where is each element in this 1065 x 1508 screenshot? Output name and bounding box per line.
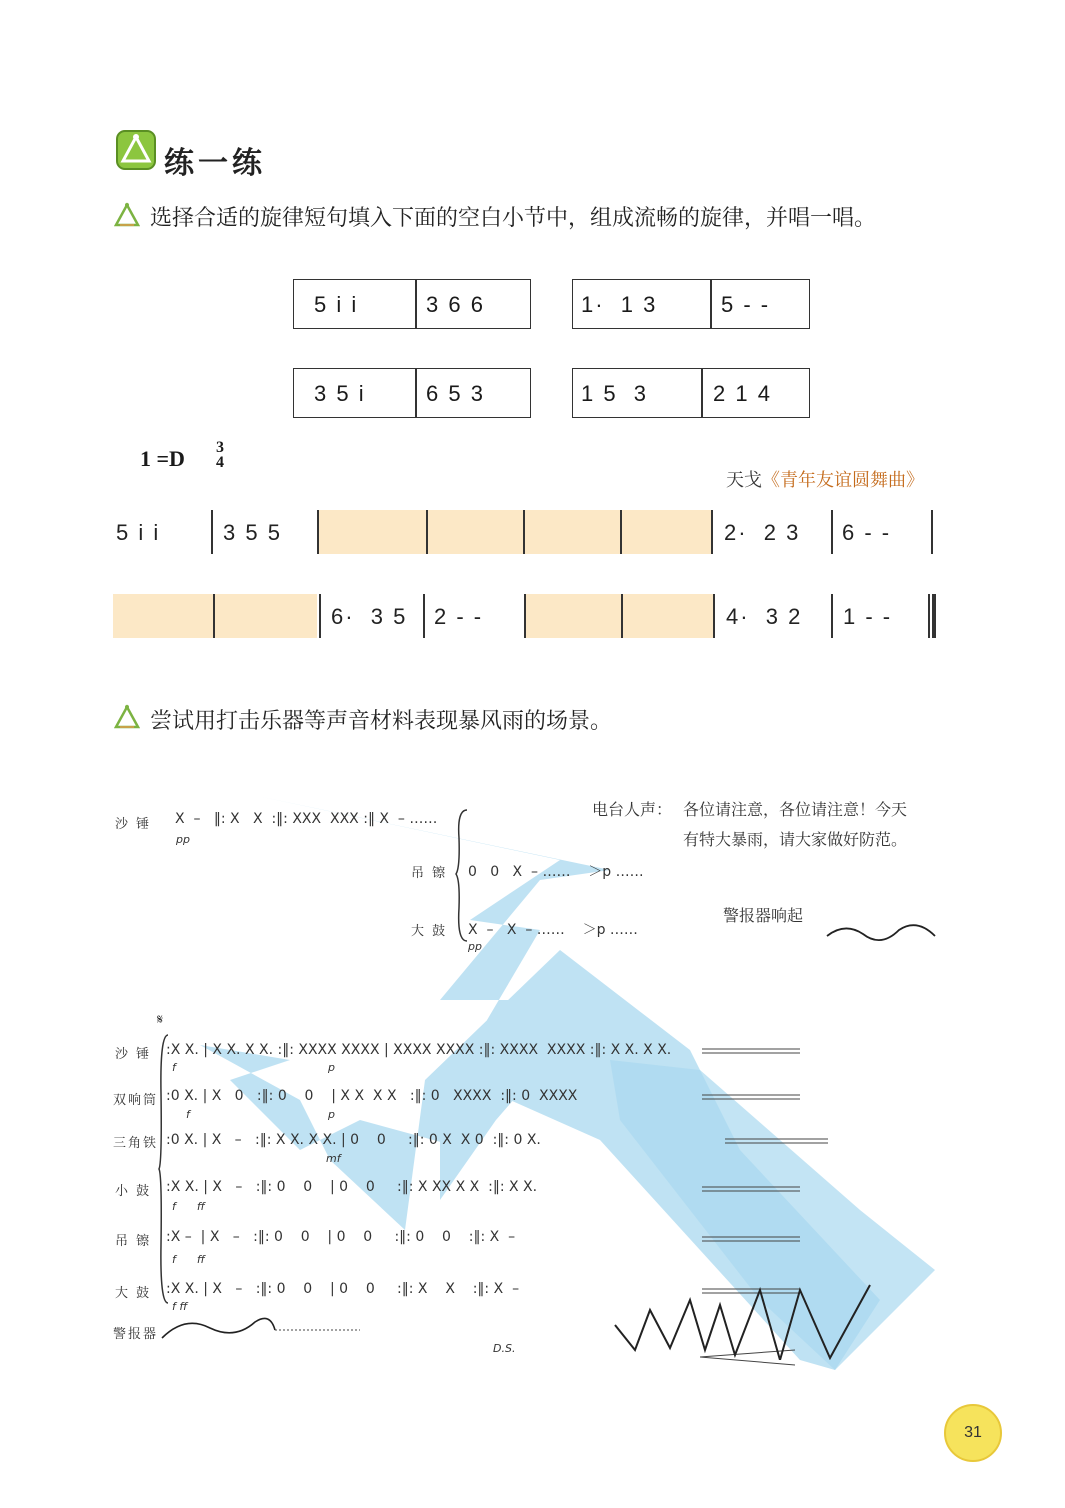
brace [455,808,469,943]
lower-row-5: :X – | X – :‖: 0 0 | 0 0 :‖: 0 0 :‖: X – [166,1229,516,1245]
line1-measure-7: 2· 2 3 [724,520,801,545]
line1-measure-1: 5 i i [116,520,161,545]
composer: 天戈 [726,470,762,491]
time-signature-bottom: 4 [216,454,224,471]
dyn-pp-1: pp [176,833,190,846]
option-4-measure-1: 1 5 3 [581,381,649,406]
siren-wave-icon [160,1270,880,1360]
task2-instruction: 尝试用打击乐器等声音材料表现暴风雨的场景。 [150,709,613,734]
label-row-6: 大 鼓 [115,1286,152,1301]
label-shachui: 沙 锤 [115,817,152,832]
dyn-pp-2: pp [468,940,482,953]
dyn-f-ff: f ff [172,1300,188,1313]
option-2-measure-1: 1· 1 3 [581,292,658,317]
label-dagu: 大 鼓 [411,924,448,939]
ds-marking: D.S. [493,1342,516,1355]
label-row-2: 双响筒 [113,1093,159,1108]
label-row-7: 警报器 [113,1327,159,1342]
upper-row-1: X – ‖: X X :‖: XXX XXX :‖ X – …… [175,811,438,827]
upper-row-2: 0 0 X – …… ＞p …… [468,864,644,880]
line1-measure-2: 3 5 5 [223,520,282,545]
line1-measure-8: 6 - - [842,520,892,545]
label-diaobo: 吊 镲 [411,866,448,881]
time-signature-top: 3 [216,439,224,456]
siren-wave-icon [825,918,937,948]
voice-line-2: 有特大暴雨，请大家做好防范。 [683,830,908,849]
option-2-measure-2: 5 - - [721,292,771,317]
task1-instruction: 选择合适的旋律短句填入下面的空白小节中，组成流畅的旋律，并唱一唱。 [150,206,877,231]
option-1-measure-2: 3 6 6 [426,292,485,317]
segno-sign: 𝄋 [157,1012,164,1028]
lower-row-4: :X X. | X – :‖: 0 0 | 0 0 :‖: X XX X X :‖: X X. [166,1179,538,1195]
dyn-mf: mf [326,1152,341,1165]
label-row-4: 小 鼓 [115,1184,152,1199]
upper-row-3: X – X – …… ＞p …… [468,922,638,938]
line2-measure-3: 6· 3 5 [331,604,408,629]
lower-row-1: :X X. | X X. X X. :‖: XXXX XXXX | XXXX XXXX :‖: XXXX XXXX :‖: X X. X X. [166,1042,672,1058]
dyn-p: p [328,1108,335,1121]
page-number: 31 [944,1404,1002,1462]
line2-measure-4: 2 - - [434,604,484,629]
option-3-measure-2: 6 5 3 [426,381,485,406]
dyn-f: f [186,1108,190,1121]
line2-measure-7: 4· 3 2 [726,604,803,629]
dyn-p: p [328,1061,335,1074]
option-4-measure-2: 2 1 4 [713,381,772,406]
lower-row-6: :X X. | X – :‖: 0 0 | 0 0 :‖: X X :‖: X – [166,1281,520,1297]
song-title: 《青年友谊圆舞曲》 [762,470,924,491]
voice-label: 电台人声： [592,800,673,819]
option-3-measure-1: 3 5 i [314,381,366,406]
option-1-measure-1: 5 i i [314,292,359,317]
section-title: 练一练 [164,146,266,181]
dyn-f-ff: f ff [172,1253,205,1266]
line2-measure-8: 1 - - [843,604,893,629]
label-row-1: 沙 锤 [115,1047,152,1062]
siren-label: 警报器响起 [723,906,804,925]
dyn-f: f [172,1061,176,1074]
key-signature: 1 =D [140,446,185,471]
voice-line-1: 各位请注意，各位请注意！今天 [683,800,908,819]
brace [158,1033,170,1305]
label-row-3: 三角铁 [113,1136,159,1151]
label-row-5: 吊 镲 [115,1234,152,1249]
lower-row-2: :0 X. | X 0 :‖: 0 0 | X X X X :‖: 0 XXXX :‖: 0 XXXX [166,1088,578,1104]
dyn-f-ff: f ff [172,1200,205,1213]
lower-row-3: :0 X. | X – :‖: X X. X X. | 0 0 :‖: 0 X X 0 :‖: 0 X. [166,1132,541,1148]
